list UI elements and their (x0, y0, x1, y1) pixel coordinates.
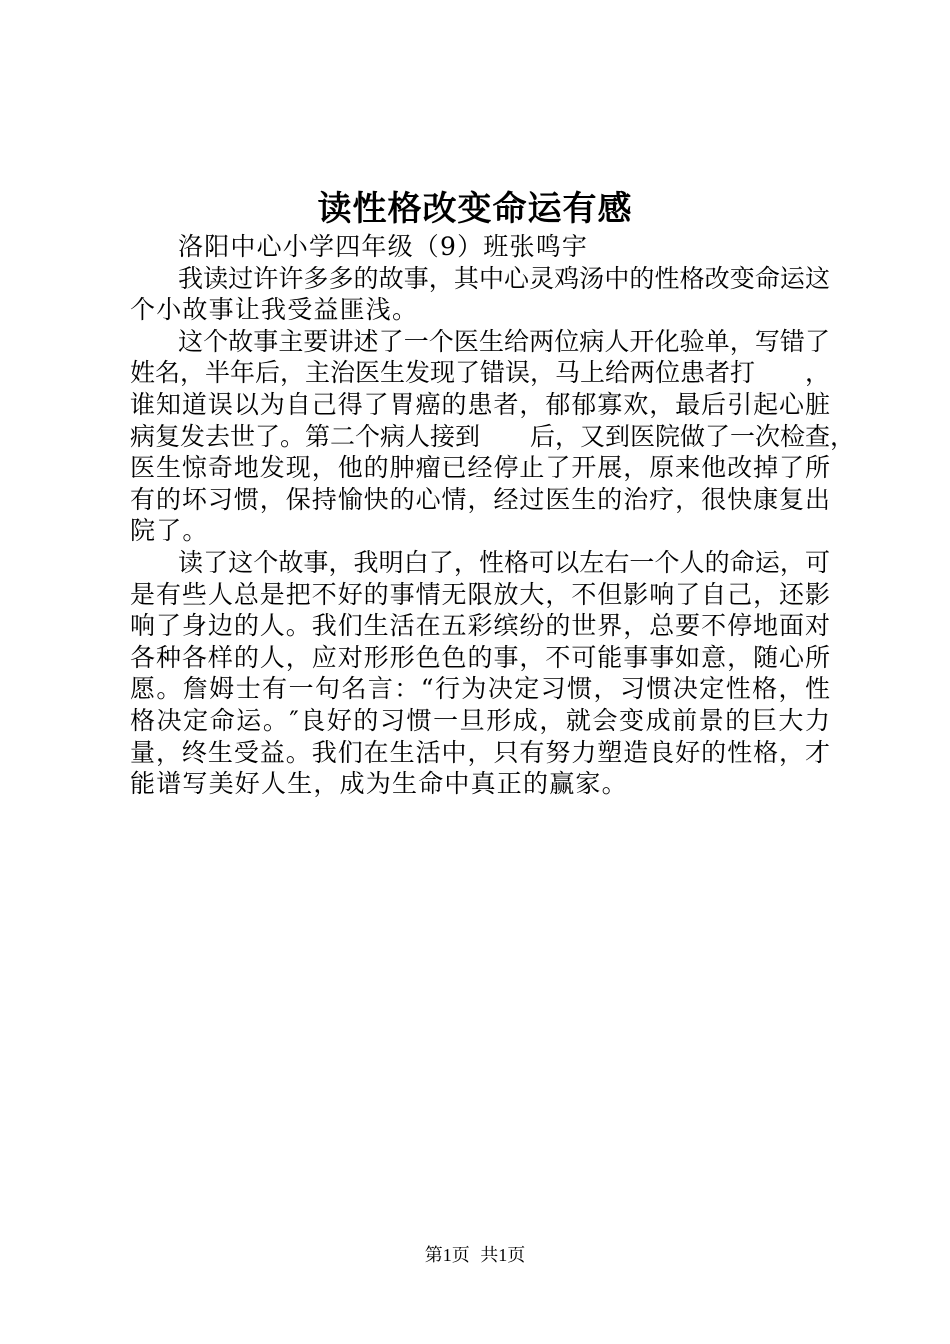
paragraph-3-line: 各种各样的人，应对形形色色的事，不可能事事如意，随心所 (130, 642, 830, 672)
paragraph-3-line: 愿。詹姆士有一句名言：“行为决定习惯，习惯决定性格，性 (130, 674, 830, 704)
paragraph-2-line: 病复发去世了。第二个病人接到 后，又到医院做了一次检查， (130, 421, 856, 451)
paragraph-1-line: 个小故事让我受益匪浅。 (130, 295, 419, 325)
page-total: 共1页 (480, 1245, 526, 1265)
author-line: 洛阳中心小学四年级（9）班张鸣宇 (178, 232, 589, 261)
paragraph-3-line: 读了这个故事，我明白了，性格可以左右一个人的命运，可 (178, 547, 830, 577)
paragraph-3-line: 格决定命运。″良好的习惯一旦形成，就会变成前景的巨大力 (130, 705, 830, 735)
paragraph-2-line: 谁知道误以为自己得了胃癌的患者，郁郁寡欢，最后引起心脏 (130, 389, 830, 419)
page-footer (0, 1243, 950, 1267)
paragraph-2-line: 院了。 (130, 516, 209, 546)
paragraph-3-line: 量，终生受益。我们在生活中，只有努力塑造良好的性格，才 (130, 737, 830, 767)
paragraph-3-line: 能谱写美好人生，成为生命中真正的赢家。 (130, 769, 628, 799)
page-title: 读性格改变命运有感 (317, 189, 633, 229)
paragraph-2-line: 医生惊奇地发现，他的肿瘤已经停止了开展，原来他改掉了所 (130, 453, 830, 483)
paragraph-2-line: 有的坏习惯，保持愉快的心情，经过医生的治疗，很快康复出 (130, 484, 830, 514)
paragraph-3-line: 是有些人总是把不好的事情无限放大，不但影响了自己，还影 (130, 579, 830, 609)
page-number: 第1页 (424, 1245, 470, 1265)
paragraph-2-line: 姓名，半年后，主治医生发现了错误，马上给两位患者打 ， (130, 358, 831, 388)
paragraph-3-line: 响了身边的人。我们生活在五彩缤纷的世界，总要不停地面对 (130, 611, 830, 641)
document-body (130, 231, 856, 800)
paragraph-2-line: 这个故事主要讲述了一个医生给两位病人开化验单，写错了 (178, 326, 830, 356)
paragraph-1-line: 我读过许许多多的故事，其中心灵鸡汤中的性格改变命运这 (178, 263, 830, 293)
